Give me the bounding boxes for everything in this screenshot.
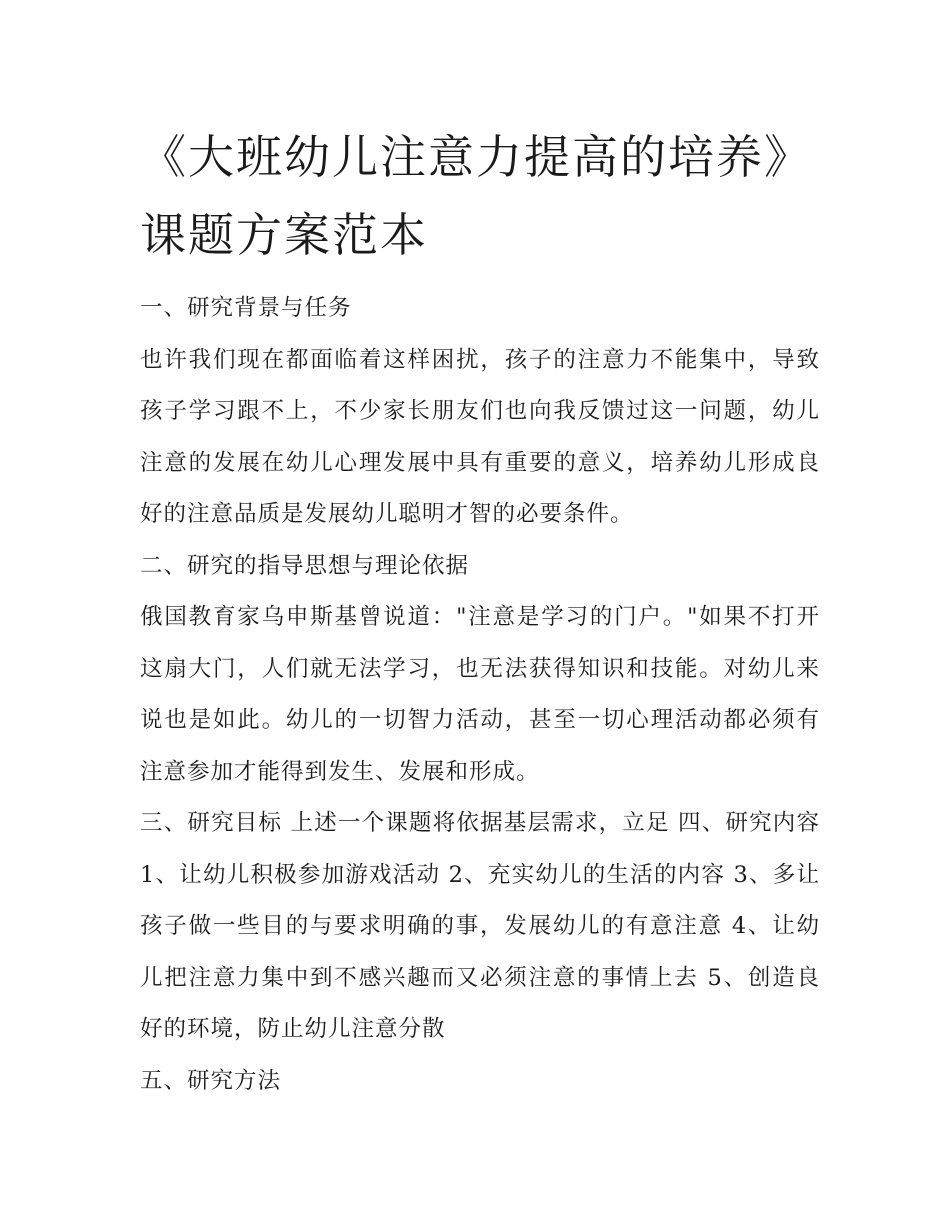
document-body <box>140 283 820 1107</box>
section-heading-methods: 五、研究方法 <box>140 1067 282 1094</box>
paragraph-theory: 俄国教育家乌申斯基曾说道："注意是学习的门户。"如果不打开这扇大门，人们就无法学习，也无法获得知识和技能。对幼儿来说也是如此。幼儿的一切智力活动，甚至一切心理活动都必须有注意参加才能得到发生、发展和形成。 <box>140 604 820 785</box>
paragraph-background: 也许我们现在都面临着这样困扰，孩子的注意力不能集中，导致孩子学习跟不上，不少家长朋友们也向我反馈过这一问题，幼儿注意的发展在幼儿心理发展中具有重要的意义，培养幼儿形成良好的注意品质是发展幼儿聪明才智的必要条件。 <box>140 346 820 527</box>
section-heading-theory: 二、研究的指导思想与理论依据 <box>140 552 470 579</box>
section-heading-background: 一、研究背景与任务 <box>140 295 352 321</box>
paragraph-goals-content: 三、研究目标 上述一个课题将依据基层需求，立足 四、研究内容 1、让幼儿积极参加游戏活动 2、充实幼儿的生活的内容 3、多让孩子做一些目的与要求明确的事，发展幼儿的有意注意 4、让幼儿把注意力集中到不感兴趣而又必须注意的事情上去 5、创造良好的环境，防止幼儿注意分散 <box>140 810 820 1042</box>
document-title: 《大班幼儿注意力提高的培养》课题方案范本 <box>140 130 812 262</box>
